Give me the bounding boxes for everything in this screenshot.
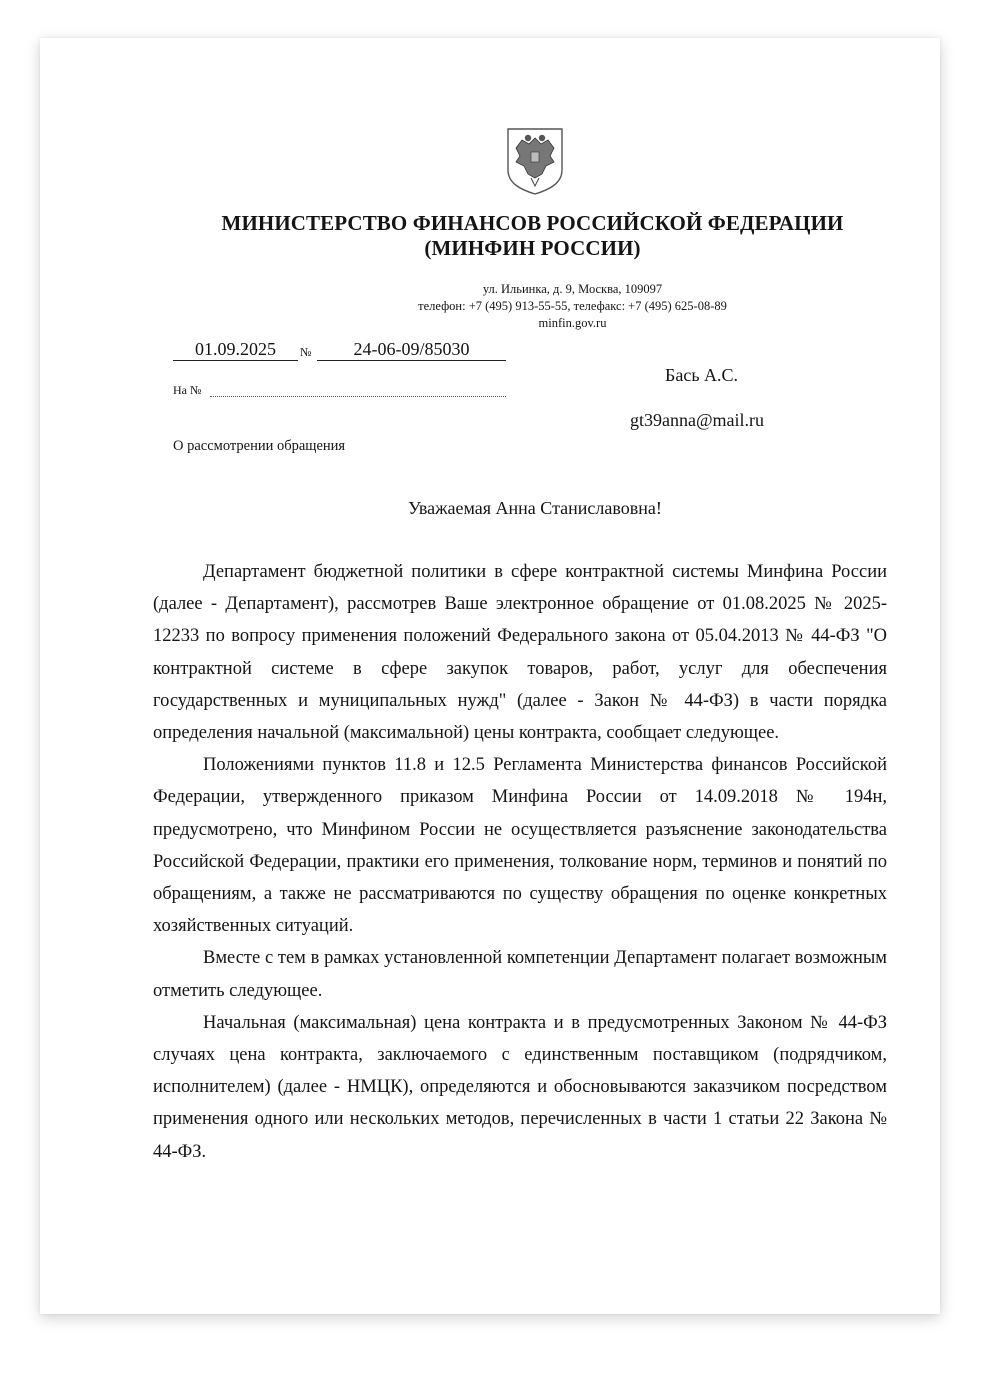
coat-of-arms-emblem [504, 126, 566, 196]
org-title [40, 211, 1008, 261]
letter-page [40, 38, 940, 1314]
body-paragraph: Департамент бюджетной политики в сфере контрактной системы Минфина России (далее - Департамент), рассмотрев Ваше электронное обращение от 01.08.2025 № 2025-12233 по вопросу применения положений Федерального закона от 05.04.2013 № 44-ФЗ "О контрактной системе в сфере закупок товаров, работ, услуг для обеспечения государственных и муниципальных нужд" (далее - Закон № 44-ФЗ) в части порядка определения начальной (максимальной) цены контракта, сообщает следующее. [153, 562, 887, 744]
org-address: ул. Ильинка, д. 9, Москва, 109097 [482, 282, 663, 296]
body-paragraph: Начальная (максимальная) цена контракта и в предусмотренных Законом № 44-ФЗ случаях цена контракта, заключаемого с единственным поставщиком (подрядчиком, исполнителем) (далее - НМЦК), определяются и обосновываются заказчиком посредством применения одного или нескольких методов, перечисленных в части 1 статьи 22 Закона № 44-ФЗ. [153, 1012, 887, 1162]
body-paragraph: Вместе с тем в рамках установленной компетенции Департамент полагает возможным отметить следующее. [153, 948, 887, 1001]
registration-number-label: № [300, 345, 312, 359]
body-paragraph: Положениями пунктов 11.8 и 12.5 Регламента Министерства финансов Российской Федерации, утвержденного приказом Минфина России от 14.09.2018 № 194н, предусмотрено, что Минфином России не осуществляется разъяснение законодательства Российской Федерации, практики его применения, толкование норм, терминов и понятий по обращениям, а также не рассматриваются по существу обращения по оценке конкретных хозяйственных ситуаций. [153, 755, 887, 937]
org-name-line1: МИНИСТЕРСТВО ФИНАНСОВ РОССИЙСКОЙ ФЕДЕРАЦИИ [221, 211, 844, 235]
org-contacts [40, 281, 1008, 332]
reference-label: На № [173, 383, 202, 397]
org-phones: телефон: +7 (495) 913-55-55, телефакс: +7 (495) 625-08-89 [418, 299, 727, 313]
letter-body [153, 556, 887, 1168]
recipient-name: Бась А.С. [665, 365, 739, 385]
recipient-email: gt39anna@mail.ru [630, 410, 765, 430]
salutation: Уважаемая Анна Станиславовна! [408, 498, 662, 518]
org-website: minfin.gov.ru [538, 316, 607, 330]
org-name-line2: (МИНФИН РОССИИ) [424, 236, 641, 260]
registration-date: 01.09.2025 [173, 338, 298, 361]
registration-number: 24-06-09/85030 [317, 338, 506, 361]
reference-line [210, 396, 506, 397]
letter-subject: О рассмотрении обращения [173, 438, 346, 454]
